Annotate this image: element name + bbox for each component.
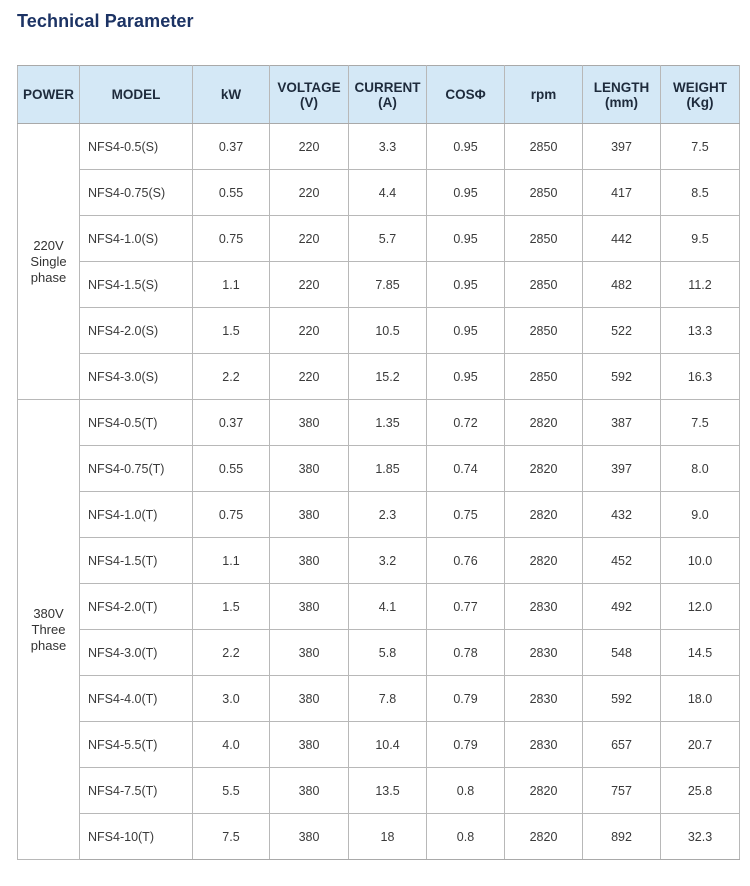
model-cell: NFS4-1.0(T) <box>80 492 193 538</box>
rpm-cell: 2850 <box>505 124 583 170</box>
current-cell: 13.5 <box>349 768 427 814</box>
rpm-cell: 2820 <box>505 768 583 814</box>
cos-cell: 0.79 <box>427 722 505 768</box>
cos-cell: 0.95 <box>427 216 505 262</box>
voltage-cell: 380 <box>270 400 349 446</box>
voltage-cell: 220 <box>270 354 349 400</box>
table-row <box>18 768 740 814</box>
rpm-cell: 2850 <box>505 170 583 216</box>
kw-cell: 1.5 <box>193 584 270 630</box>
weight-cell: 7.5 <box>661 400 740 446</box>
cos-cell: 0.72 <box>427 400 505 446</box>
length-cell: 397 <box>583 446 661 492</box>
kw-cell: 1.1 <box>193 538 270 584</box>
table-row <box>18 124 740 170</box>
voltage-cell: 220 <box>270 124 349 170</box>
model-cell: NFS4-0.75(S) <box>80 170 193 216</box>
length-cell: 442 <box>583 216 661 262</box>
technical-parameter-table <box>17 65 740 860</box>
current-cell: 5.8 <box>349 630 427 676</box>
cos-cell: 0.95 <box>427 308 505 354</box>
voltage-cell: 220 <box>270 308 349 354</box>
kw-cell: 7.5 <box>193 814 270 860</box>
length-cell: 452 <box>583 538 661 584</box>
weight-cell: 9.5 <box>661 216 740 262</box>
rpm-cell: 2820 <box>505 400 583 446</box>
table-row <box>18 262 740 308</box>
model-cell: NFS4-3.0(T) <box>80 630 193 676</box>
length-cell: 417 <box>583 170 661 216</box>
model-cell: NFS4-1.5(T) <box>80 538 193 584</box>
cos-cell: 0.8 <box>427 814 505 860</box>
cos-cell: 0.79 <box>427 676 505 722</box>
model-cell: NFS4-1.5(S) <box>80 262 193 308</box>
length-cell: 592 <box>583 354 661 400</box>
kw-cell: 0.37 <box>193 400 270 446</box>
table-row <box>18 814 740 860</box>
length-cell: 397 <box>583 124 661 170</box>
voltage-cell: 380 <box>270 630 349 676</box>
header-length-unit: (mm) <box>605 94 638 110</box>
length-cell: 522 <box>583 308 661 354</box>
model-cell: NFS4-2.0(T) <box>80 584 193 630</box>
header-weight-label: WEIGHT <box>673 79 727 95</box>
model-cell: NFS4-7.5(T) <box>80 768 193 814</box>
table-row <box>18 722 740 768</box>
weight-cell: 18.0 <box>661 676 740 722</box>
table-row <box>18 630 740 676</box>
kw-cell: 1.1 <box>193 262 270 308</box>
header-length <box>583 66 661 124</box>
model-cell: NFS4-0.75(T) <box>80 446 193 492</box>
rpm-cell: 2820 <box>505 814 583 860</box>
rpm-cell: 2830 <box>505 722 583 768</box>
voltage-cell: 380 <box>270 722 349 768</box>
model-cell: NFS4-5.5(T) <box>80 722 193 768</box>
model-cell: NFS4-2.0(S) <box>80 308 193 354</box>
weight-cell: 14.5 <box>661 630 740 676</box>
rpm-cell: 2830 <box>505 676 583 722</box>
rpm-cell: 2850 <box>505 216 583 262</box>
table-row <box>18 400 740 446</box>
length-cell: 892 <box>583 814 661 860</box>
weight-cell: 25.8 <box>661 768 740 814</box>
length-cell: 482 <box>583 262 661 308</box>
cos-cell: 0.8 <box>427 768 505 814</box>
length-cell: 657 <box>583 722 661 768</box>
rpm-cell: 2830 <box>505 630 583 676</box>
power-label-line: Three <box>31 621 66 637</box>
model-cell: NFS4-1.0(S) <box>80 216 193 262</box>
weight-cell: 7.5 <box>661 124 740 170</box>
power-label-line: 220V <box>33 237 64 253</box>
rpm-cell: 2820 <box>505 538 583 584</box>
current-cell: 4.1 <box>349 584 427 630</box>
rpm-cell: 2820 <box>505 446 583 492</box>
cos-cell: 0.76 <box>427 538 505 584</box>
table-row <box>18 308 740 354</box>
table-row <box>18 170 740 216</box>
cos-cell: 0.95 <box>427 354 505 400</box>
header-cos: COSΦ <box>427 66 505 124</box>
weight-cell: 13.3 <box>661 308 740 354</box>
voltage-cell: 380 <box>270 492 349 538</box>
voltage-cell: 380 <box>270 446 349 492</box>
current-cell: 2.3 <box>349 492 427 538</box>
kw-cell: 0.55 <box>193 170 270 216</box>
voltage-cell: 380 <box>270 814 349 860</box>
model-cell: NFS4-4.0(T) <box>80 676 193 722</box>
header-row <box>18 66 740 124</box>
current-cell: 10.4 <box>349 722 427 768</box>
current-cell: 3.3 <box>349 124 427 170</box>
power-label-line: Single <box>30 253 67 269</box>
length-cell: 592 <box>583 676 661 722</box>
cos-cell: 0.95 <box>427 170 505 216</box>
weight-cell: 20.7 <box>661 722 740 768</box>
header-model: MODEL <box>80 66 193 124</box>
length-cell: 548 <box>583 630 661 676</box>
header-current-label: CURRENT <box>354 79 421 95</box>
table-row <box>18 446 740 492</box>
kw-cell: 2.2 <box>193 630 270 676</box>
current-cell: 7.85 <box>349 262 427 308</box>
power-group-cell <box>18 124 80 400</box>
current-cell: 5.7 <box>349 216 427 262</box>
kw-cell: 3.0 <box>193 676 270 722</box>
header-rpm: rpm <box>505 66 583 124</box>
weight-cell: 9.0 <box>661 492 740 538</box>
header-current <box>349 66 427 124</box>
power-group-cell <box>18 400 80 860</box>
header-voltage-unit: (V) <box>300 94 318 110</box>
header-weight-unit: (Kg) <box>686 94 714 110</box>
rpm-cell: 2830 <box>505 584 583 630</box>
kw-cell: 4.0 <box>193 722 270 768</box>
table-row <box>18 492 740 538</box>
length-cell: 387 <box>583 400 661 446</box>
cos-cell: 0.78 <box>427 630 505 676</box>
voltage-cell: 380 <box>270 538 349 584</box>
cos-cell: 0.95 <box>427 124 505 170</box>
current-cell: 18 <box>349 814 427 860</box>
kw-cell: 0.75 <box>193 216 270 262</box>
kw-cell: 0.75 <box>193 492 270 538</box>
table-row <box>18 676 740 722</box>
page-title: Technical Parameter <box>17 11 194 31</box>
length-cell: 757 <box>583 768 661 814</box>
kw-cell: 0.55 <box>193 446 270 492</box>
current-cell: 10.5 <box>349 308 427 354</box>
table-body <box>18 124 740 860</box>
model-cell: NFS4-3.0(S) <box>80 354 193 400</box>
header-kw: kW <box>193 66 270 124</box>
length-cell: 432 <box>583 492 661 538</box>
header-voltage <box>270 66 349 124</box>
rpm-cell: 2850 <box>505 308 583 354</box>
voltage-cell: 380 <box>270 768 349 814</box>
weight-cell: 11.2 <box>661 262 740 308</box>
weight-cell: 10.0 <box>661 538 740 584</box>
current-cell: 15.2 <box>349 354 427 400</box>
table-row <box>18 354 740 400</box>
weight-cell: 16.3 <box>661 354 740 400</box>
model-cell: NFS4-0.5(T) <box>80 400 193 446</box>
voltage-cell: 380 <box>270 584 349 630</box>
table-row <box>18 584 740 630</box>
header-weight <box>661 66 740 124</box>
kw-cell: 5.5 <box>193 768 270 814</box>
header-voltage-label: VOLTAGE <box>277 79 341 95</box>
length-cell: 492 <box>583 584 661 630</box>
weight-cell: 8.5 <box>661 170 740 216</box>
current-cell: 7.8 <box>349 676 427 722</box>
power-label-line: phase <box>30 269 67 285</box>
current-cell: 4.4 <box>349 170 427 216</box>
rpm-cell: 2820 <box>505 492 583 538</box>
cos-cell: 0.75 <box>427 492 505 538</box>
current-cell: 3.2 <box>349 538 427 584</box>
power-label-line: 380V <box>33 605 64 621</box>
current-cell: 1.35 <box>349 400 427 446</box>
model-cell: NFS4-0.5(S) <box>80 124 193 170</box>
header-current-unit: (A) <box>378 94 397 110</box>
cos-cell: 0.74 <box>427 446 505 492</box>
model-cell: NFS4-10(T) <box>80 814 193 860</box>
cos-cell: 0.95 <box>427 262 505 308</box>
table-row <box>18 216 740 262</box>
kw-cell: 0.37 <box>193 124 270 170</box>
kw-cell: 1.5 <box>193 308 270 354</box>
current-cell: 1.85 <box>349 446 427 492</box>
voltage-cell: 220 <box>270 170 349 216</box>
weight-cell: 32.3 <box>661 814 740 860</box>
rpm-cell: 2850 <box>505 354 583 400</box>
cos-cell: 0.77 <box>427 584 505 630</box>
weight-cell: 12.0 <box>661 584 740 630</box>
kw-cell: 2.2 <box>193 354 270 400</box>
voltage-cell: 220 <box>270 262 349 308</box>
table-row <box>18 538 740 584</box>
voltage-cell: 380 <box>270 676 349 722</box>
rpm-cell: 2850 <box>505 262 583 308</box>
power-label-line: phase <box>30 637 67 653</box>
voltage-cell: 220 <box>270 216 349 262</box>
header-length-label: LENGTH <box>593 79 650 95</box>
header-power: POWER <box>18 66 80 124</box>
weight-cell: 8.0 <box>661 446 740 492</box>
